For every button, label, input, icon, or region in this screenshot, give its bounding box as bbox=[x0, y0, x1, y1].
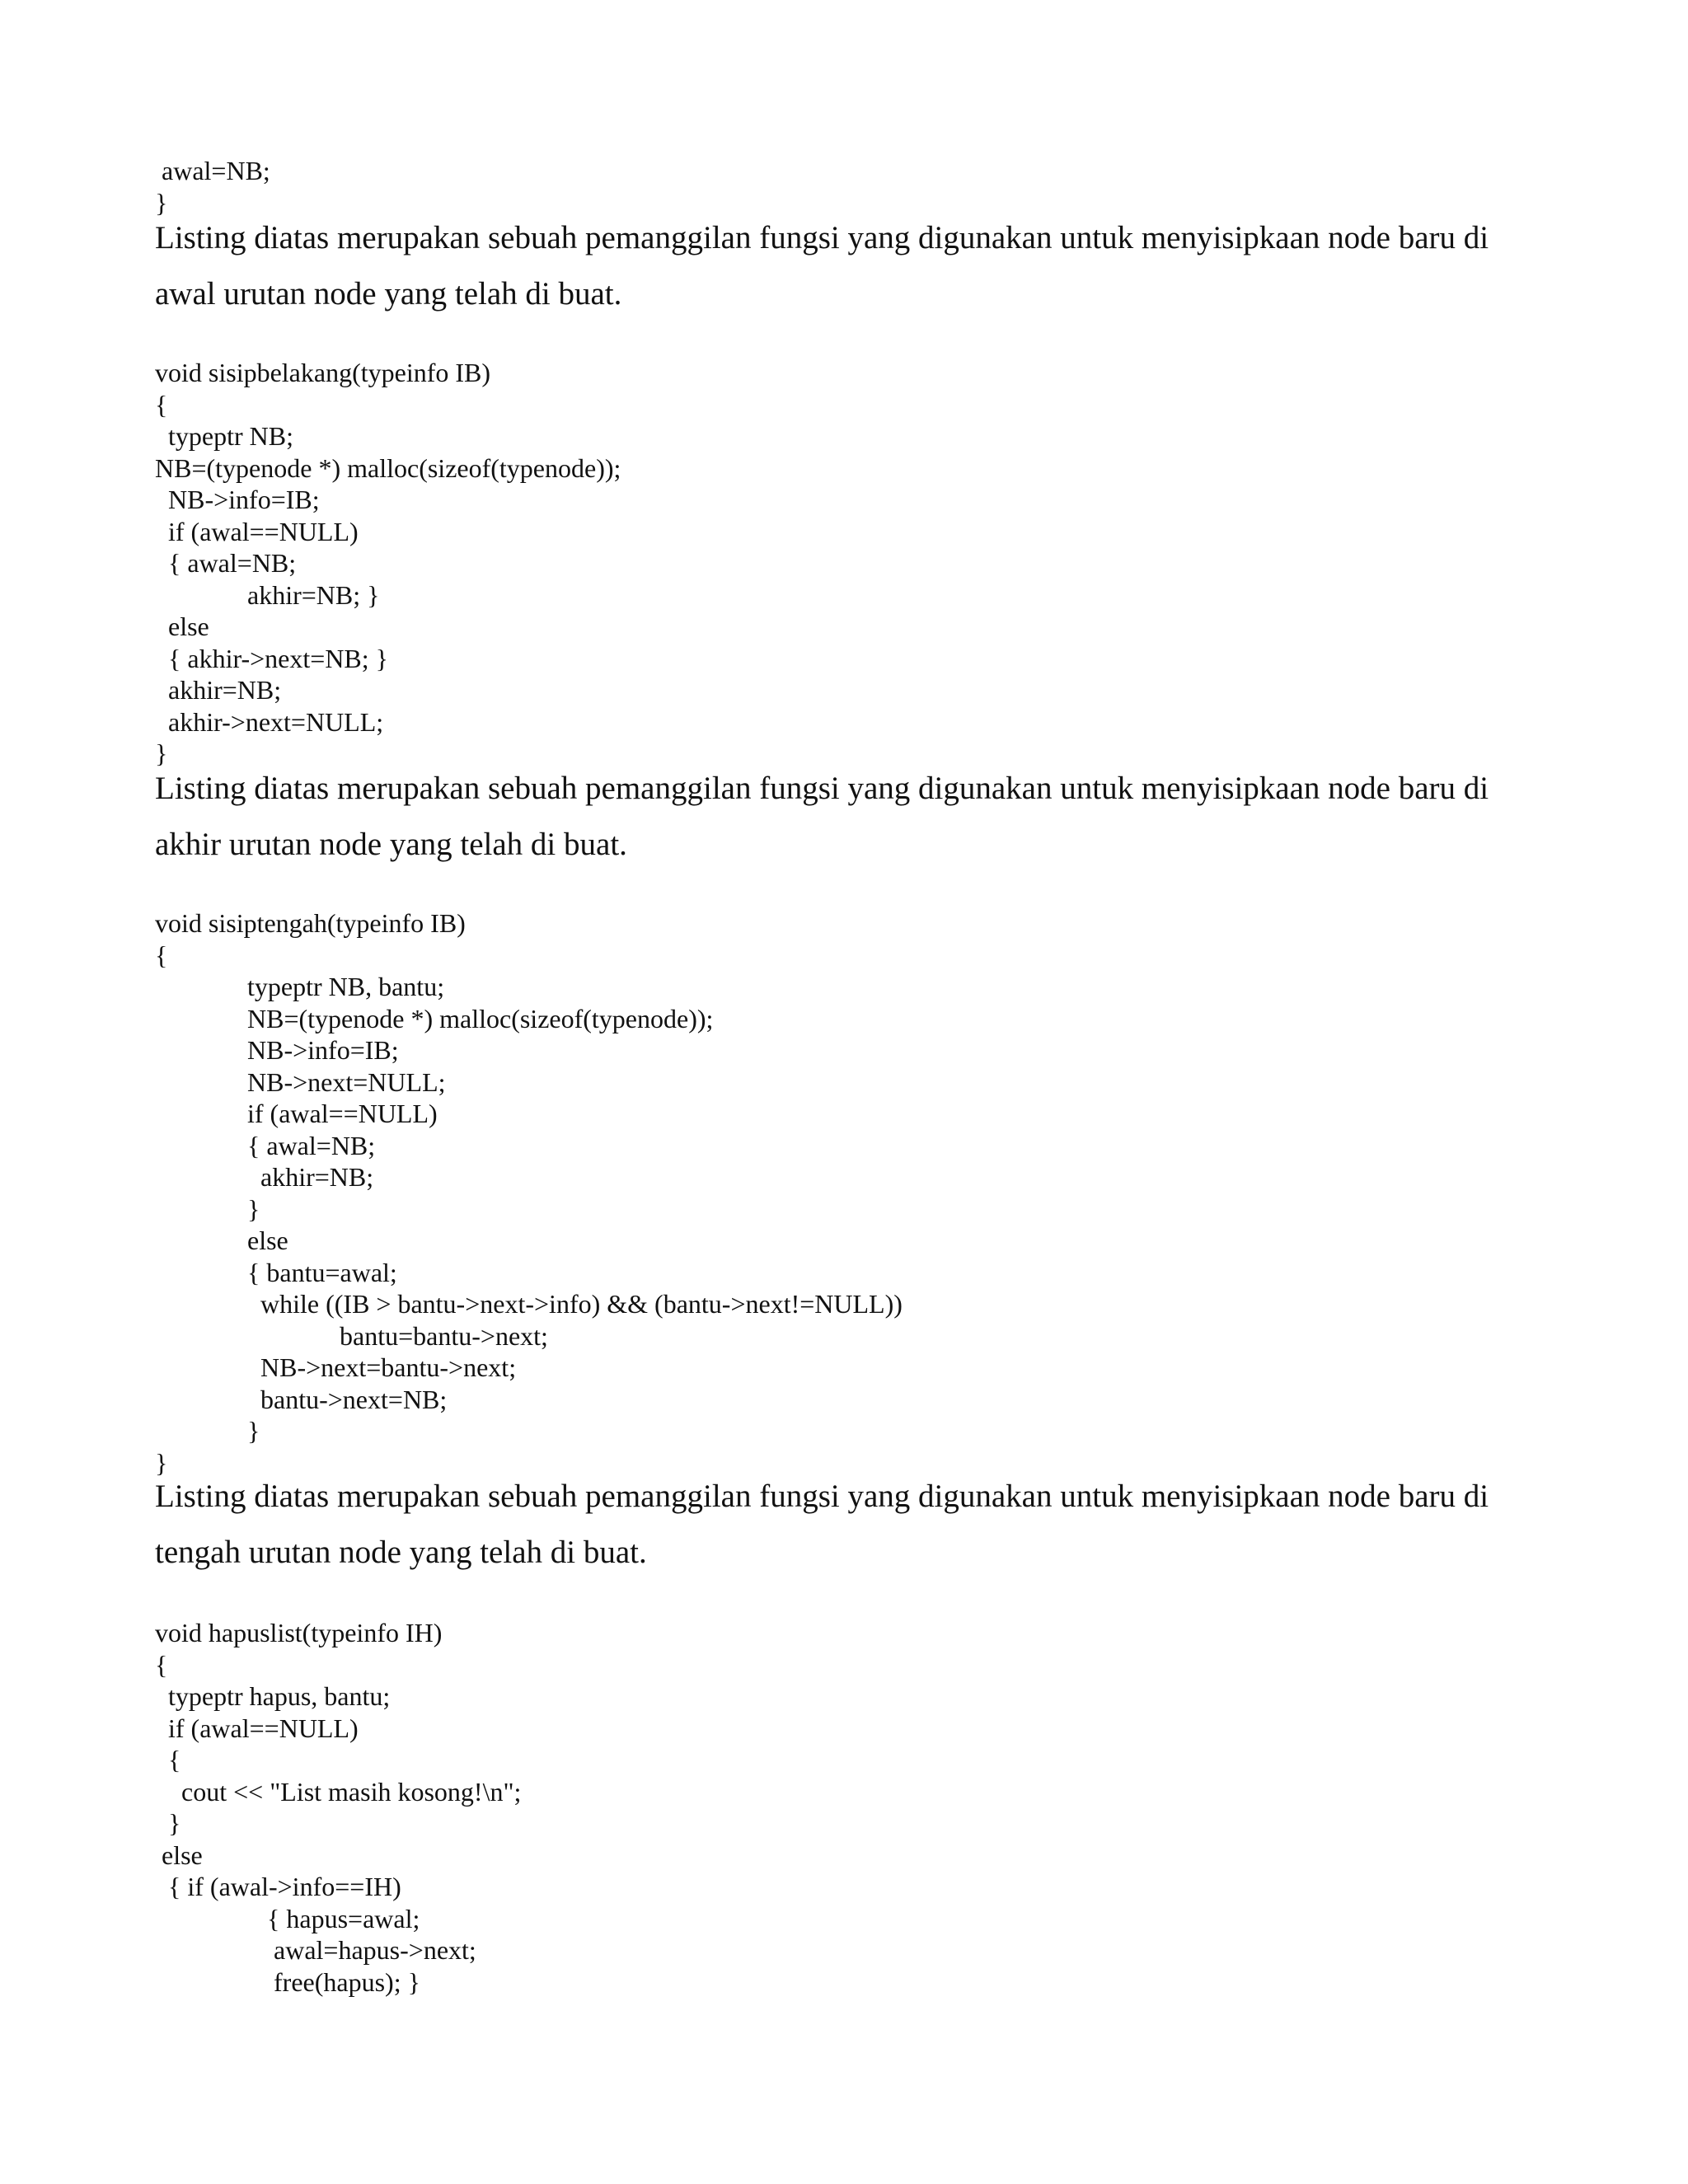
code-line: typeptr NB; bbox=[155, 421, 293, 451]
code-line: akhir->next=NULL; bbox=[155, 706, 384, 737]
code-line: bantu=bantu->next; bbox=[155, 1320, 548, 1351]
code-line: void hapuslist(typeinfo IH) bbox=[155, 1618, 443, 1647]
code-line: free(hapus); } bbox=[155, 1966, 420, 1997]
code-line: typeptr hapus, bantu; bbox=[155, 1681, 391, 1711]
code-line: } bbox=[155, 738, 168, 768]
code-line: { bbox=[155, 940, 168, 970]
code-block-3 bbox=[155, 907, 1556, 1479]
code-block-4 bbox=[155, 1617, 1556, 1998]
code-line: } bbox=[155, 1447, 168, 1478]
paragraph-3 bbox=[155, 1469, 1556, 1581]
code-line: } bbox=[155, 187, 168, 218]
code-line: { bbox=[155, 1649, 168, 1680]
paragraph-line: Listing diatas merupakan sebuah pemanggilan fungsi yang digunakan untuk menyisipkaan node baru di bbox=[155, 1479, 1489, 1514]
code-line: awal=NB; bbox=[155, 156, 270, 185]
code-line: akhir=NB; bbox=[155, 675, 282, 705]
code-line: void sisipbelakang(typeinfo IB) bbox=[155, 358, 491, 387]
paragraph-1 bbox=[155, 210, 1556, 322]
paragraph-line: awal urutan node yang telah di buat. bbox=[155, 276, 622, 312]
code-line: else bbox=[155, 1226, 288, 1255]
code-line: NB->info=IB; bbox=[155, 485, 320, 514]
code-line: NB->next=bantu->next; bbox=[155, 1352, 517, 1382]
code-line: } bbox=[155, 1416, 260, 1446]
code-line: NB=(typenode *) malloc(sizeof(typenode)); bbox=[155, 1003, 714, 1033]
code-line: NB->info=IB; bbox=[155, 1035, 399, 1065]
code-line: { awal=NB; bbox=[155, 1130, 376, 1160]
code-line: { akhir->next=NB; } bbox=[155, 643, 389, 673]
code-line: awal=hapus->next; bbox=[155, 1935, 476, 1965]
code-line: bantu->next=NB; bbox=[155, 1384, 448, 1414]
code-line: { bantu=awal; bbox=[155, 1257, 397, 1287]
code-block-1 bbox=[155, 155, 1556, 218]
code-line: if (awal==NULL) bbox=[155, 516, 359, 546]
paragraph-line: Listing diatas merupakan sebuah pemanggilan fungsi yang digunakan untuk menyisipkaan node baru di bbox=[155, 220, 1489, 255]
code-line: } bbox=[155, 1808, 181, 1838]
code-line: { if (awal->info==IH) bbox=[155, 1872, 401, 1901]
code-line: else bbox=[155, 1840, 203, 1870]
code-line: { bbox=[155, 1745, 181, 1774]
code-line: } bbox=[155, 1193, 260, 1224]
code-line: while ((IB > bantu->next->info) && (bantu->next!=NULL)) bbox=[155, 1289, 903, 1319]
code-line: cout << "List masih kosong!\n"; bbox=[155, 1776, 522, 1807]
code-line: else bbox=[155, 612, 209, 641]
code-line: void sisiptengah(typeinfo IB) bbox=[155, 908, 466, 938]
code-line: typeptr NB, bantu; bbox=[155, 972, 445, 1001]
code-line: { bbox=[155, 389, 168, 419]
code-line: if (awal==NULL) bbox=[155, 1713, 359, 1743]
paragraph-line: akhir urutan node yang telah di buat. bbox=[155, 827, 627, 862]
code-line: { hapus=awal; bbox=[155, 1903, 420, 1933]
paragraph-line: Listing diatas merupakan sebuah pemanggilan fungsi yang digunakan untuk menyisipkaan node baru di bbox=[155, 771, 1489, 806]
code-line: NB->next=NULL; bbox=[155, 1066, 446, 1097]
paragraph-2 bbox=[155, 761, 1556, 873]
code-line: akhir=NB; } bbox=[155, 579, 380, 610]
code-line: NB=(typenode *) malloc(sizeof(typenode)); bbox=[155, 452, 621, 483]
code-line: if (awal==NULL) bbox=[155, 1099, 438, 1128]
code-line: akhir=NB; bbox=[155, 1162, 374, 1192]
paragraph-line: tengah urutan node yang telah di buat. bbox=[155, 1535, 647, 1570]
code-line: { awal=NB; bbox=[155, 548, 297, 578]
code-block-2 bbox=[155, 357, 1556, 770]
